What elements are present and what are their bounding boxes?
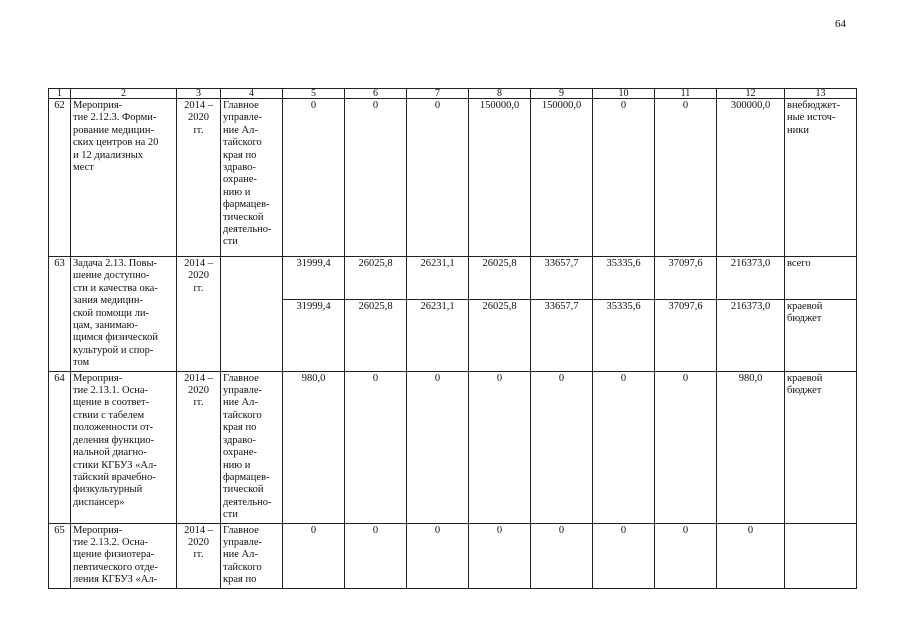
value-cell: 150000,0 xyxy=(469,99,531,257)
header-cell: 2 xyxy=(71,89,177,99)
header-cell: 12 xyxy=(717,89,785,99)
header-cell: 13 xyxy=(785,89,857,99)
value-cell: 26025,8 xyxy=(469,257,531,300)
value-cell: 300000,0 xyxy=(717,99,785,257)
funding-source: всего xyxy=(785,257,857,300)
value-cell: 26025,8 xyxy=(345,299,407,371)
period: 2014 – 2020 гг. xyxy=(177,371,221,523)
header-cell: 9 xyxy=(531,89,593,99)
value-cell: 0 xyxy=(345,99,407,257)
table-row xyxy=(49,99,857,257)
value-cell: 0 xyxy=(283,523,345,588)
value-cell: 216373,0 xyxy=(717,257,785,300)
table-row xyxy=(49,371,857,523)
value-cell: 150000,0 xyxy=(531,99,593,257)
executor xyxy=(221,257,283,372)
header-cell: 4 xyxy=(221,89,283,99)
funding-source: краевой бюджет xyxy=(785,371,857,523)
value-cell: 0 xyxy=(407,523,469,588)
table-row xyxy=(49,523,857,588)
header-cell: 8 xyxy=(469,89,531,99)
value-cell: 26231,1 xyxy=(407,257,469,300)
value-cell: 26025,8 xyxy=(345,257,407,300)
header-cell: 5 xyxy=(283,89,345,99)
value-cell: 0 xyxy=(469,371,531,523)
value-cell: 0 xyxy=(717,523,785,588)
value-cell: 0 xyxy=(531,523,593,588)
row-number: 63 xyxy=(49,257,71,372)
header-cell: 11 xyxy=(655,89,717,99)
header-cell: 10 xyxy=(593,89,655,99)
funding-source: краевой бюджет xyxy=(785,299,857,371)
value-cell: 0 xyxy=(469,523,531,588)
value-cell: 0 xyxy=(283,99,345,257)
value-cell: 0 xyxy=(345,523,407,588)
value-cell: 35335,6 xyxy=(593,299,655,371)
value-cell: 35335,6 xyxy=(593,257,655,300)
period: 2014 – 2020 гг. xyxy=(177,257,221,372)
header-cell: 6 xyxy=(345,89,407,99)
value-cell: 31999,4 xyxy=(283,299,345,371)
table-row xyxy=(49,257,857,300)
value-cell: 0 xyxy=(593,523,655,588)
funding-source: внебюджет- ные источ- ники xyxy=(785,99,857,257)
measure-name: Мероприя- тие 2.12.3. Форми- рование медицин- ских центров на 20 и 12 диализных мест xyxy=(71,99,177,257)
period: 2014 – 2020 гг. xyxy=(177,523,221,588)
row-number: 65 xyxy=(49,523,71,588)
executor: Главное управле- ние Ал- тайского края по здраво- охране- нию и фармацев- тической деятельно- сти xyxy=(221,371,283,523)
page-number: 64 xyxy=(835,18,846,30)
value-cell: 37097,6 xyxy=(655,299,717,371)
header-row xyxy=(49,89,857,99)
funding-source xyxy=(785,523,857,588)
row-number: 62 xyxy=(49,99,71,257)
executor: Главное управле- ние Ал- тайского края по xyxy=(221,523,283,588)
value-cell: 26025,8 xyxy=(469,299,531,371)
value-cell: 216373,0 xyxy=(717,299,785,371)
value-cell: 26231,1 xyxy=(407,299,469,371)
executor: Главное управле- ние Ал- тайского края по здраво- охране- нию и фармацев- тической деятельно- сти xyxy=(221,99,283,257)
value-cell: 0 xyxy=(407,371,469,523)
value-cell: 980,0 xyxy=(717,371,785,523)
measure-name: Мероприя- тие 2.13.1. Осна- щение в соответ- ствии с табелем положенности от- деления функцио- нальной диагно- стики КГБУЗ «Ал- тайский врачебно- физкультурный диспансер» xyxy=(71,371,177,523)
value-cell: 37097,6 xyxy=(655,257,717,300)
value-cell: 33657,7 xyxy=(531,299,593,371)
measure-name: Мероприя- тие 2.13.2. Осна- щение физиотера- певтического отде- ления КГБУЗ «Ал- xyxy=(71,523,177,588)
value-cell: 0 xyxy=(655,371,717,523)
value-cell: 0 xyxy=(593,99,655,257)
value-cell: 0 xyxy=(655,99,717,257)
value-cell: 0 xyxy=(593,371,655,523)
value-cell: 33657,7 xyxy=(531,257,593,300)
measure-name: Задача 2.13. Повы- шение доступно- сти и качества ока- зания медицин- ской помощи ли- цам, занимаю- щимся физической культурой и спор- том xyxy=(71,257,177,372)
value-cell: 980,0 xyxy=(283,371,345,523)
value-cell: 0 xyxy=(407,99,469,257)
header-cell: 7 xyxy=(407,89,469,99)
period: 2014 – 2020 гг. xyxy=(177,99,221,257)
header-cell: 1 xyxy=(49,89,71,99)
value-cell: 0 xyxy=(531,371,593,523)
budget-table xyxy=(48,88,857,589)
value-cell: 0 xyxy=(345,371,407,523)
value-cell: 0 xyxy=(655,523,717,588)
row-number: 64 xyxy=(49,371,71,523)
value-cell: 31999,4 xyxy=(283,257,345,300)
header-cell: 3 xyxy=(177,89,221,99)
